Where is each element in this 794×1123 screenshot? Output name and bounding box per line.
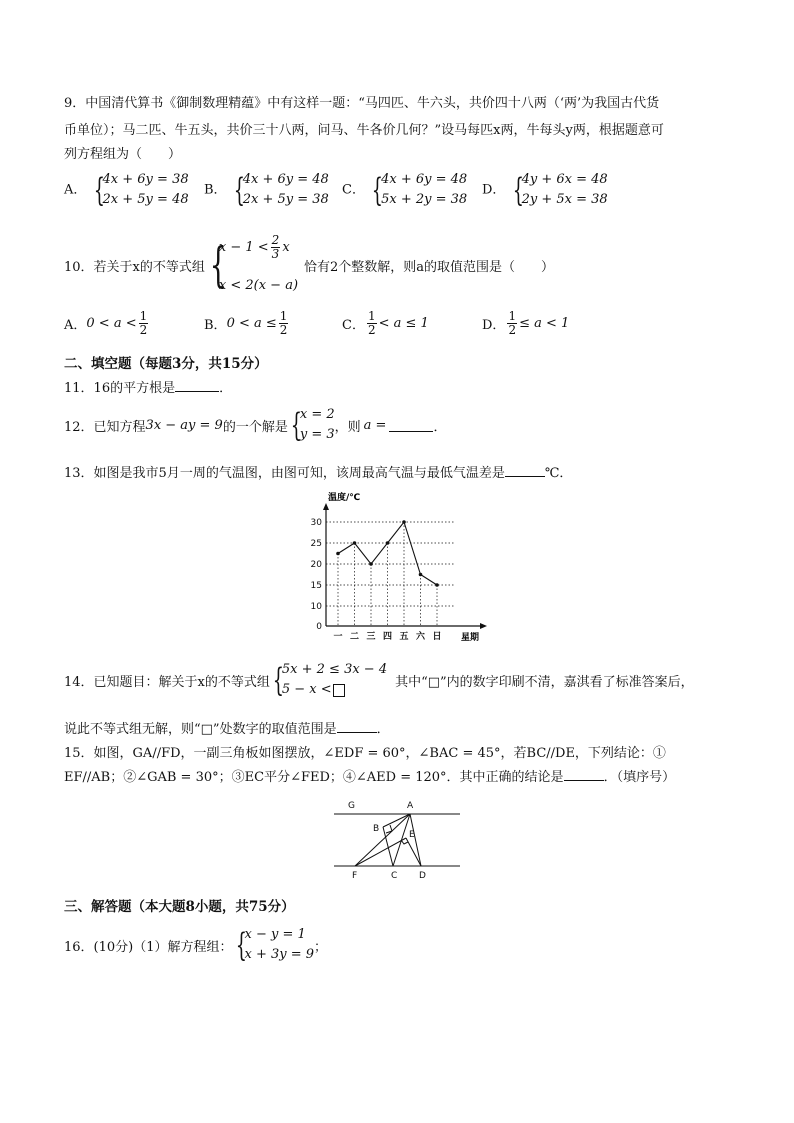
expr: < a ≤ 1 xyxy=(378,316,429,331)
y-tick-label: 0 xyxy=(316,622,322,632)
y-tick-label: 30 xyxy=(310,518,322,528)
q13-text: 13．如图是我市5月一周的气温图，由图可知，该周最高气温与最低气温差是 xyxy=(64,466,505,481)
answer-blank xyxy=(337,720,377,733)
q14: 14．已知题目：解关于x的不等式组 { 5x + 2 ≤ 3x − 4 5 − x < 其中“□”内的数字印刷不清，嘉淇看了标准答案后， xyxy=(64,661,694,699)
equation: y = 3 xyxy=(299,427,335,442)
point-label-g: G xyxy=(348,801,355,811)
q16: 16．(10分)（1）解方程组： { x − y = 1 x + 3y = 9 ； xyxy=(64,926,328,964)
fraction-denominator: 2 xyxy=(367,323,376,337)
q14-end: ． xyxy=(376,722,390,737)
chart-grid xyxy=(326,522,454,626)
q11-text: 11．16的平方根是 xyxy=(64,381,176,396)
q10-row2: x < 2(x − a) xyxy=(218,278,299,293)
x-tick-label: 日 xyxy=(432,632,442,642)
fraction-denominator: 3 xyxy=(271,247,280,261)
data-point xyxy=(435,583,439,587)
data-point xyxy=(369,562,373,566)
x-tick-label: 五 xyxy=(399,632,409,642)
fraction-numerator: 1 xyxy=(139,309,148,323)
q15-line2-text: EF//AB；②∠GAB = 30°；③EC平分∠FED；④∠AED = 120°．其中正确的结论是 xyxy=(64,770,564,785)
data-point xyxy=(386,541,390,545)
option-label: B． xyxy=(204,318,227,333)
data-point xyxy=(419,573,423,577)
q10-option-b xyxy=(204,310,290,337)
x-axis-arrow-icon xyxy=(480,623,487,629)
inequality: 5x + 2 ≤ 3x − 4 xyxy=(281,662,388,677)
fraction-numerator: 1 xyxy=(367,309,376,323)
expr: 0 < a < xyxy=(86,316,137,331)
q10-option-d xyxy=(482,310,569,337)
y-tick-label: 20 xyxy=(310,560,322,570)
x-tick-label: 三 xyxy=(366,632,376,642)
temperature-chart xyxy=(296,486,496,646)
option-label: A． xyxy=(64,318,87,333)
fraction-numerator: 2 xyxy=(271,233,280,247)
q10: 10．若关于x的不等式组 { x − 1 < $\frac{2}{3}$ x x < 2(x − a) 恰有2个整数解，则a的取值范围是（ ） xyxy=(64,234,554,296)
q12-var: a = xyxy=(363,417,387,433)
q9-line1: 9．中国清代算书《御制数理精蕴》中有这样一题：“马四匹、牛六头，共价四十八两（‘两’为我国古代货 xyxy=(64,96,660,111)
fraction-denominator: 2 xyxy=(508,323,517,337)
option-label: A． xyxy=(64,182,87,198)
equation: 2x + 5y = 38 xyxy=(242,192,329,207)
q12-prefix: 12．已知方程 xyxy=(64,419,146,435)
chart-tick-labels xyxy=(311,518,442,642)
q11 xyxy=(64,377,232,396)
x-tick-label: 四 xyxy=(382,632,393,642)
segment-ad xyxy=(410,814,421,866)
q10-row1-left: x − 1 < xyxy=(218,239,269,255)
q14-line2-text: 说此不等式组无解，则“□”处数字的取值范围是 xyxy=(64,722,337,737)
data-point xyxy=(402,520,406,524)
q12-after: ，则 xyxy=(334,419,361,435)
equation: 2y + 5x = 38 xyxy=(521,192,608,207)
point-label-d: D xyxy=(419,871,426,881)
fraction-denominator: 2 xyxy=(139,323,148,337)
equation: 5x + 2y = 38 xyxy=(381,192,468,207)
q10-suffix: 恰有2个整数解，则a的取值范围是（ ） xyxy=(304,259,555,275)
right-angle-mark-b xyxy=(386,825,392,833)
q15-line1: 15．如图，GA//FD，一副三角板如图摆放，∠EDF = 60°，∠BAC = 45°，若BC//DE，下列结论：① xyxy=(64,746,666,761)
q9-option-a: A． { 4x + 6y = 38 2x + 5y = 48 xyxy=(64,171,189,209)
q10-option-a xyxy=(64,310,150,337)
blank-box-icon xyxy=(333,684,345,697)
q14-prefix: 14．已知题目：解关于x的不等式组 xyxy=(64,674,270,690)
point-label-b: B xyxy=(373,824,380,834)
fraction-numerator: 1 xyxy=(279,309,288,323)
fraction-numerator: 1 xyxy=(508,309,517,323)
q12-equation: 3x − ay = 9 xyxy=(145,417,223,433)
equation: 4x + 6y = 48 xyxy=(242,172,329,187)
answer-blank xyxy=(175,379,219,392)
y-tick-label: 10 xyxy=(310,602,322,612)
section-2-heading: 二、填空题（每题3分，共15分） xyxy=(64,356,268,372)
q9-option-b: B． { 4x + 6y = 48 2x + 5y = 38 xyxy=(204,171,329,209)
equation: 4x + 6y = 38 xyxy=(102,172,189,187)
q10-row1-right: x xyxy=(282,239,290,255)
point-label-e: E xyxy=(409,830,415,840)
q11-end: ． xyxy=(219,381,233,396)
answer-blank xyxy=(389,419,433,432)
equation: x = 2 xyxy=(299,407,335,422)
chart-x-label: 星期 xyxy=(461,633,480,643)
option-label: C． xyxy=(342,318,365,333)
expr: 0 < a ≤ xyxy=(226,316,277,331)
equation: x − y = 1 xyxy=(244,927,306,942)
q9-line2: 币单位）；马二匹、牛五头，共价三十八两，问马、牛各价几何？”设马每匹x两，牛每头y两，根据题意可 xyxy=(64,123,664,138)
q10-option-c xyxy=(342,310,429,337)
answer-blank xyxy=(564,768,604,781)
segment-ed xyxy=(406,838,421,866)
data-point xyxy=(336,552,340,556)
equation: 4y + 6x = 48 xyxy=(521,172,608,187)
option-label: C． xyxy=(342,182,365,198)
x-tick-label: 二 xyxy=(349,632,360,642)
fraction-denominator: 2 xyxy=(279,323,288,337)
answer-blank xyxy=(505,464,545,477)
option-label: D． xyxy=(482,182,506,198)
point-label-f: F xyxy=(352,871,358,881)
triangle-figure xyxy=(330,796,466,882)
q13 xyxy=(64,462,572,481)
expr: ≤ a < 1 xyxy=(519,316,570,331)
q12-mid: 的一个解是 xyxy=(222,419,288,435)
q14-line2 xyxy=(64,718,390,737)
section-3-heading: 三、解答题（本大题8小题，共75分） xyxy=(64,899,295,915)
data-point xyxy=(353,541,357,545)
q10-prefix: 10．若关于x的不等式组 xyxy=(64,259,205,275)
y-tick-label: 15 xyxy=(310,581,322,591)
y-axis-arrow-icon xyxy=(323,503,329,510)
q9-line3: 列方程组为（ ） xyxy=(64,147,182,162)
x-tick-label: 六 xyxy=(415,632,426,642)
q14-suffix: 其中“□”内的数字印刷不清，嘉淇看了标准答案后， xyxy=(395,674,694,690)
x-tick-label: 一 xyxy=(333,632,343,642)
q15-line2 xyxy=(64,766,675,785)
q16-end: ； xyxy=(314,939,328,955)
q9-option-d: D． { 4y + 6x = 48 2y + 5x = 38 xyxy=(482,171,608,209)
equation: 4x + 6y = 48 xyxy=(381,172,468,187)
q15-end: ．（填序号） xyxy=(603,770,676,785)
q9-option-c: C． { 4x + 6y = 48 5x + 2y = 38 xyxy=(342,171,468,209)
point-label-a: A xyxy=(407,801,414,811)
q12: 12．已知方程 3x − ay = 9 的一个解是 { x = 2 y = 3 ，则 a = ． xyxy=(64,406,447,444)
option-label: B． xyxy=(204,182,227,198)
y-tick-label: 25 xyxy=(310,539,322,549)
chart-y-label: 温度/℃ xyxy=(328,493,361,503)
inequality: 5 − x < xyxy=(281,682,332,697)
q16-prefix: 16．(10分)（1）解方程组： xyxy=(64,939,233,955)
option-label: D． xyxy=(482,318,506,333)
equation: x + 3y = 9 xyxy=(244,947,315,962)
point-label-c: C xyxy=(391,871,398,881)
equation: 2x + 5y = 48 xyxy=(102,192,189,207)
q13-end: ℃． xyxy=(544,466,573,481)
q12-end: ． xyxy=(433,419,447,435)
